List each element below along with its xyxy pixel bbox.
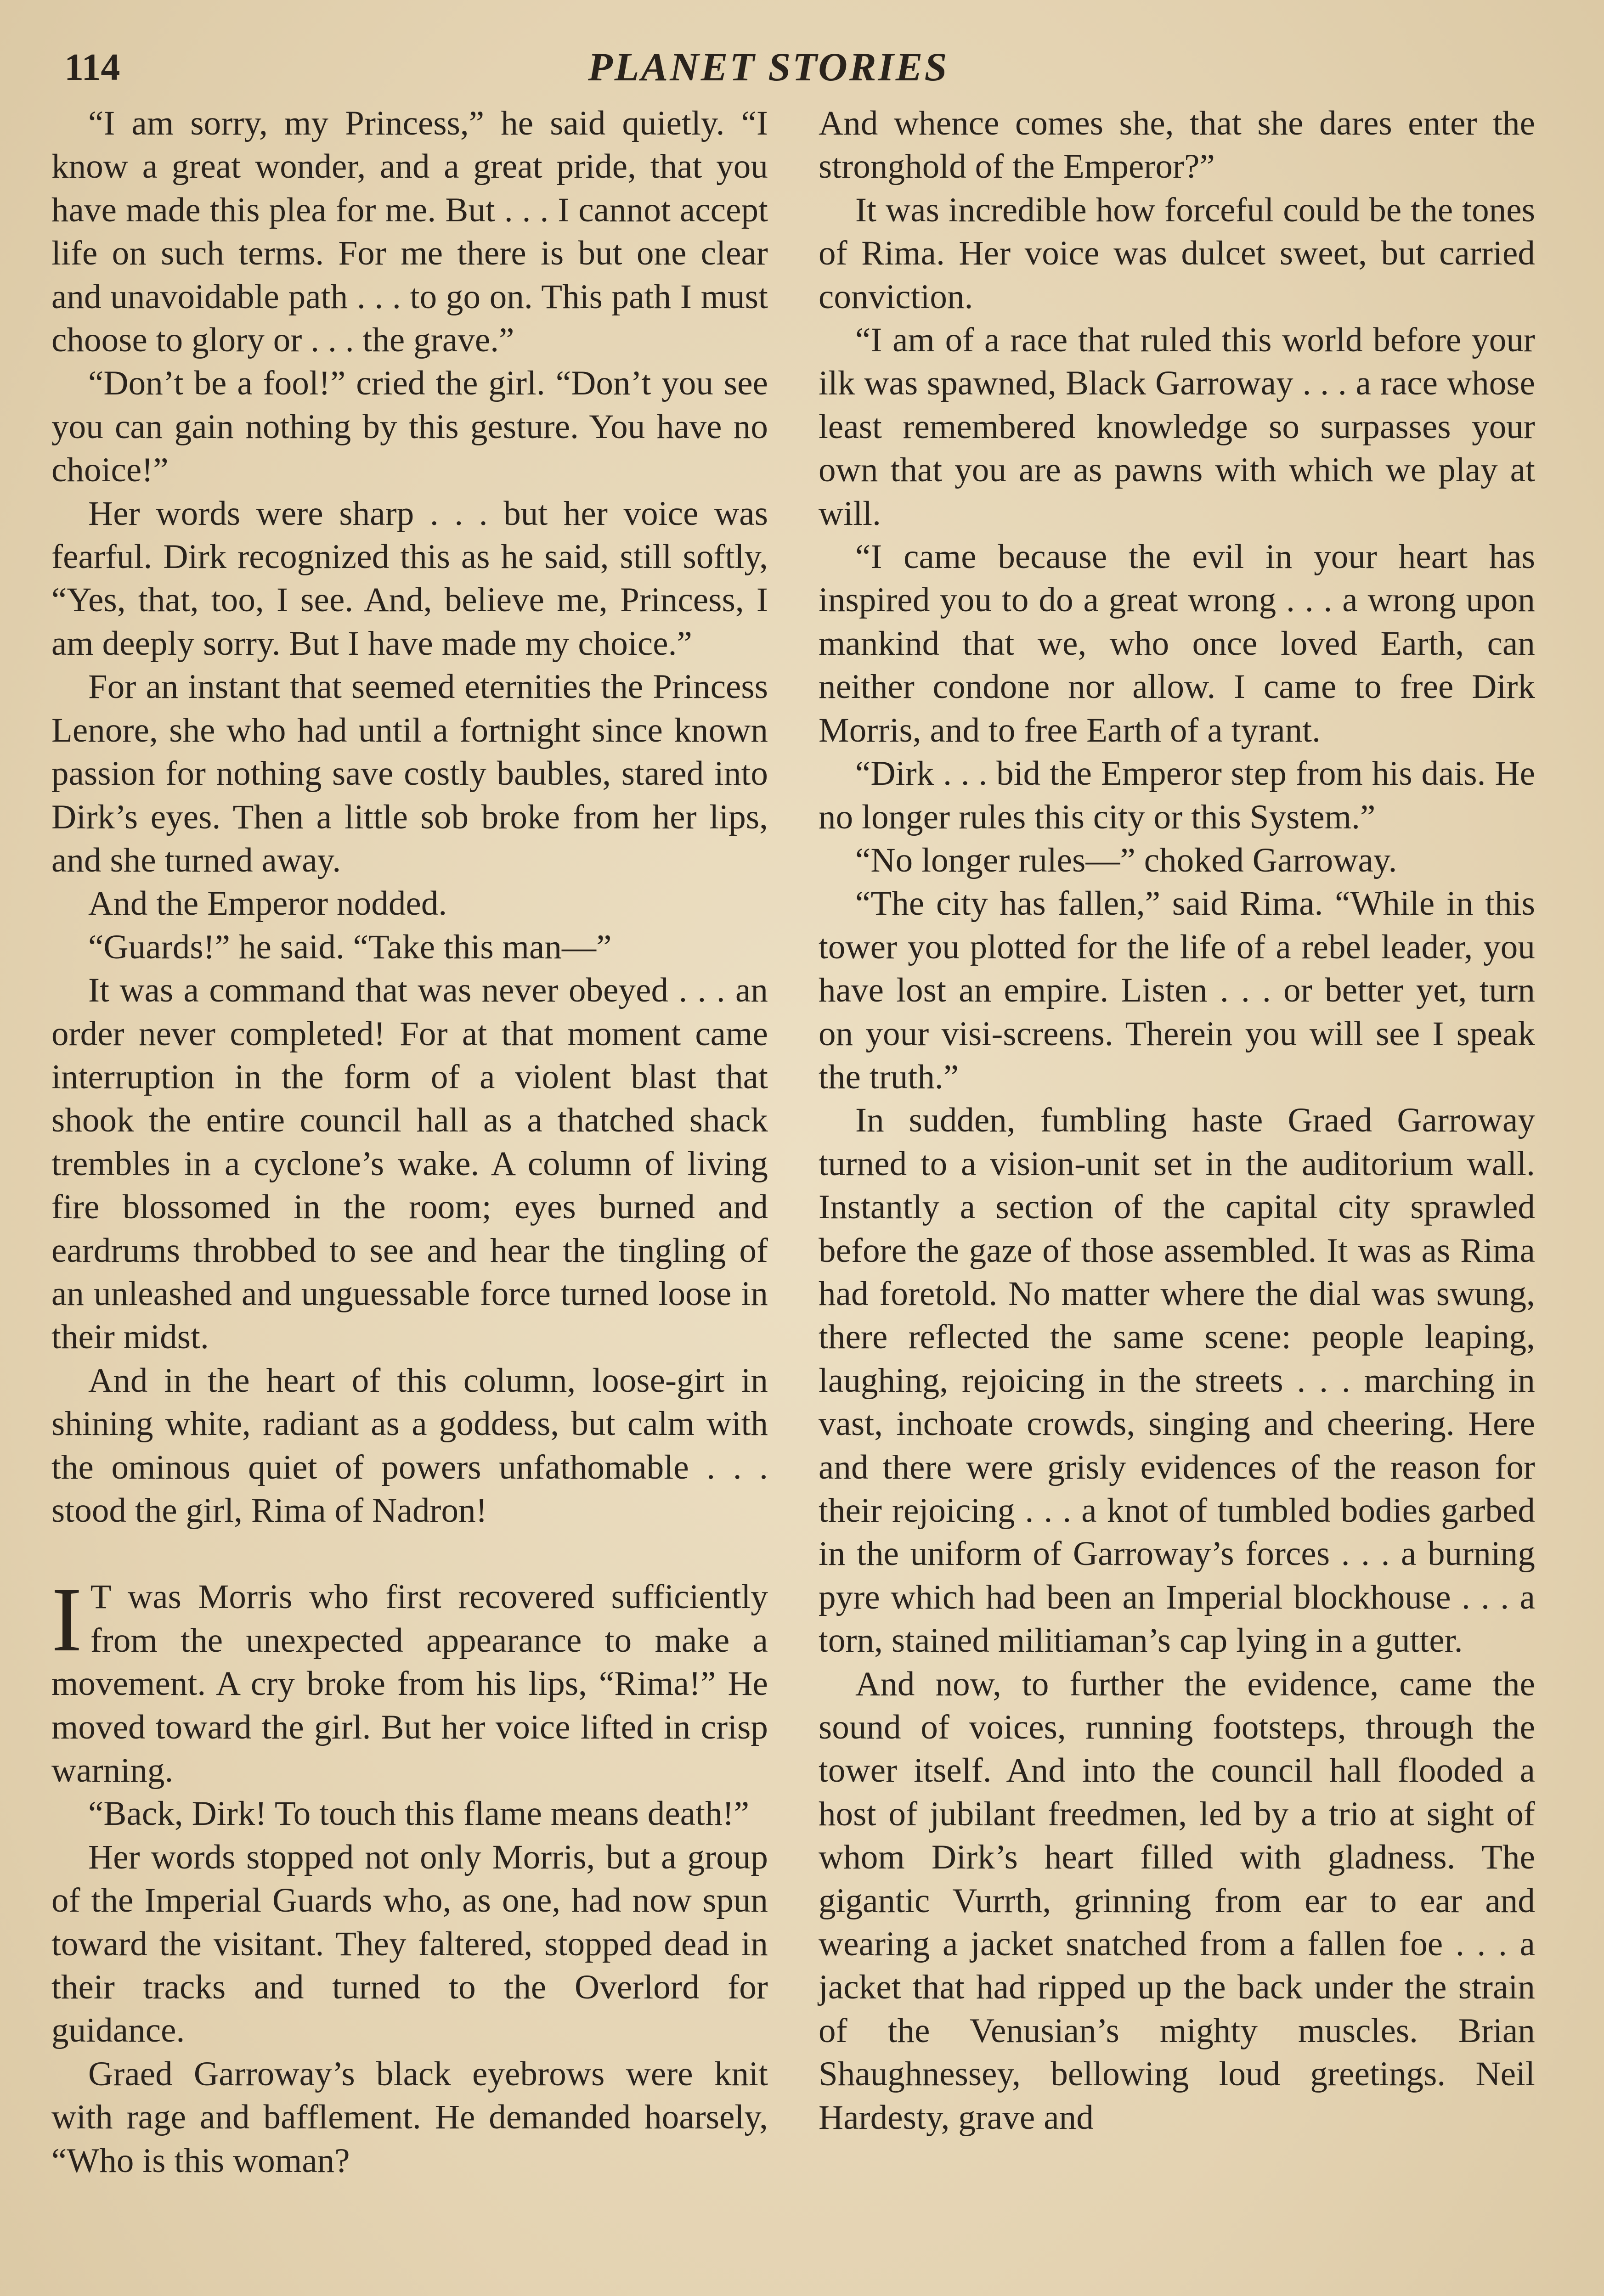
paragraph — [819, 752, 1535, 839]
paragraph — [51, 882, 768, 925]
paragraph-text: It was incredible how forceful could be the tones of Rima. Her voice was dulcet sweet, but carried conviction. — [819, 191, 1535, 316]
paragraph — [51, 665, 768, 882]
paragraph-text: “Back, Dirk! To touch this flame means death!” — [88, 1795, 750, 1833]
left-text-column — [51, 102, 768, 2183]
paragraph-text: And whence comes she, that she dares enter the stronghold of the Emperor?” — [819, 104, 1535, 186]
drop-cap: I — [51, 1569, 82, 1671]
paragraph — [51, 492, 768, 666]
paragraph-text: For an instant that seemed eternities the Princess Lenore, she who had until a fortnight since known passion for nothing save costly baubles, stared into Dirk’s eyes. Then a little sob broke from her lips, and she turned away. — [51, 668, 768, 879]
paragraph-text: “I came because the evil in your heart has inspired you to do a great wrong . . . a wrong upon mankind that we, who once loved Earth, can neither condone nor allow. I came to free Dirk Morris, and to free Earth of a tyrant. — [819, 538, 1535, 749]
paragraph-text: T was Morris who first recovered sufficiently from the unexpected appearance to make a movement. A cry broke from his lips, “Rima!” He moved toward the girl. But her voice lifted in crisp warning. — [51, 1578, 768, 1790]
paragraph — [51, 362, 768, 492]
paragraph-text: “Dirk . . . bid the Emperor step from his dais. He no longer rules this city or this System.” — [819, 754, 1535, 836]
paragraph-text: In sudden, fumbling haste Graed Garroway turned to a vision-unit set in the auditorium wall. Instantly a section of the capital city sprawled before the gaze of those assembled. It was as Rima had foretold. No matter where the dial was swung, there reflected the same scene: people leaping, laughing, rejoicing in the streets . . . marching in vast, inchoate crowds, singing and cheering. Here and there were grisly evidences of the reason for their rejoicing . . . a knot of tumbled bodies garbed in the uniform of Garroway’s forces . . . a burning pyre which had been an Imperial blockhouse . . . a torn, stained militiaman’s cap lying in a gutter. — [819, 1101, 1535, 1660]
paragraph-text: Graed Garroway’s black eyebrows were knit with rage and bafflement. He demanded hoarsely, “Who is this woman? — [51, 2054, 768, 2180]
paragraph-text: “Guards!” he said. “Take this man—” — [88, 928, 612, 966]
paragraph — [819, 1099, 1535, 1662]
paragraph — [819, 882, 1535, 1099]
paragraph-text: And now, to further the evidence, came the sound of voices, running footsteps, through the tower itself. And into the council hall flooded a host of jubilant freedmen, led by a trio at sight of whom Dirk’s heart filled with gladness. The gigantic Vurrth, grinning from ear to ear and wearing a jacket snatched from a fallen foe . . . a jacket that had ripped up the back under the strain of the Venusian’s mighty muscles. Brian Shaughnessey, bellowing loud greetings. Neil Hardesty, grave and — [819, 1665, 1535, 2137]
paragraph-text: It was a command that was never obeyed . . . an order never completed! For at that moment came interruption in the form of a violent blast that shook the entire council hall as a thatched shack trembles in a cyclone’s wake. A column of living fire blossomed in the room; eyes burned and eardrums throbbed to see and hear the tingling of an unleashed and unguessable force turned loose in their midst. — [51, 971, 768, 1356]
paragraph — [819, 839, 1535, 882]
paragraph — [819, 319, 1535, 535]
paragraph-text: And the Emperor nodded. — [88, 884, 447, 923]
paragraph — [51, 1569, 768, 1792]
paragraph — [819, 1663, 1535, 2139]
paragraph — [51, 1792, 768, 1835]
paragraph — [819, 102, 1535, 189]
right-text-column — [819, 102, 1535, 2139]
paragraph — [51, 102, 768, 362]
paragraph-text: “I am of a race that ruled this world before your ilk was spawned, Black Garroway . . . a race whose least remembered knowledge so surpasses your own that you are as pawns with which we play at will. — [819, 321, 1535, 533]
paragraph-text: “No longer rules—” choked Garroway. — [855, 841, 1397, 879]
paragraph-text: “Don’t be a fool!” cried the girl. “Don’t you see you can gain nothing by this gesture. You have no choice!” — [51, 364, 768, 490]
paragraph — [51, 1836, 768, 2053]
paragraph-text: “I am sorry, my Princess,” he said quietly. “I know a great wonder, and a great pride, that you have made this plea for me. But . . . I cannot accept life on such terms. For me there is but one clear and unavoidable path . . . to go on. This path I must choose to glory or . . . the grave.” — [51, 104, 768, 360]
paragraph — [819, 535, 1535, 752]
section-break — [51, 1532, 768, 1576]
paragraph — [819, 189, 1535, 319]
paragraph-text: Her words were sharp . . . but her voice was fearful. Dirk recognized this as he said, still softly, “Yes, that, too, I see. And, believe me, Princess, I am deeply sorry. But I have made my choice.” — [51, 494, 768, 663]
paragraph — [51, 969, 768, 1359]
paragraph-text: Her words stopped not only Morris, but a group of the Imperial Guards who, as one, had now spun toward the visitant. They faltered, stopped dead in their tracks and turned to the Overlord for guidance. — [51, 1838, 768, 2050]
paragraph — [51, 926, 768, 969]
paragraph-text: “The city has fallen,” said Rima. “While in this tower you plotted for the life of a rebel leader, you have lost an empire. Listen . . . or better yet, turn on your visi-screens. Therein you will see I speak the truth.” — [819, 884, 1535, 1096]
paragraph-text: And in the heart of this column, loose-girt in shining white, radiant as a goddess, but calm with the ominous quiet of powers unfathomable . . . stood the girl, Rima of Nadron! — [51, 1361, 768, 1530]
page-number: 114 — [64, 46, 120, 89]
page-header — [64, 42, 1543, 93]
paragraph — [51, 1359, 768, 1533]
running-head: PLANET STORIES — [588, 45, 949, 90]
paragraph — [51, 2053, 768, 2183]
